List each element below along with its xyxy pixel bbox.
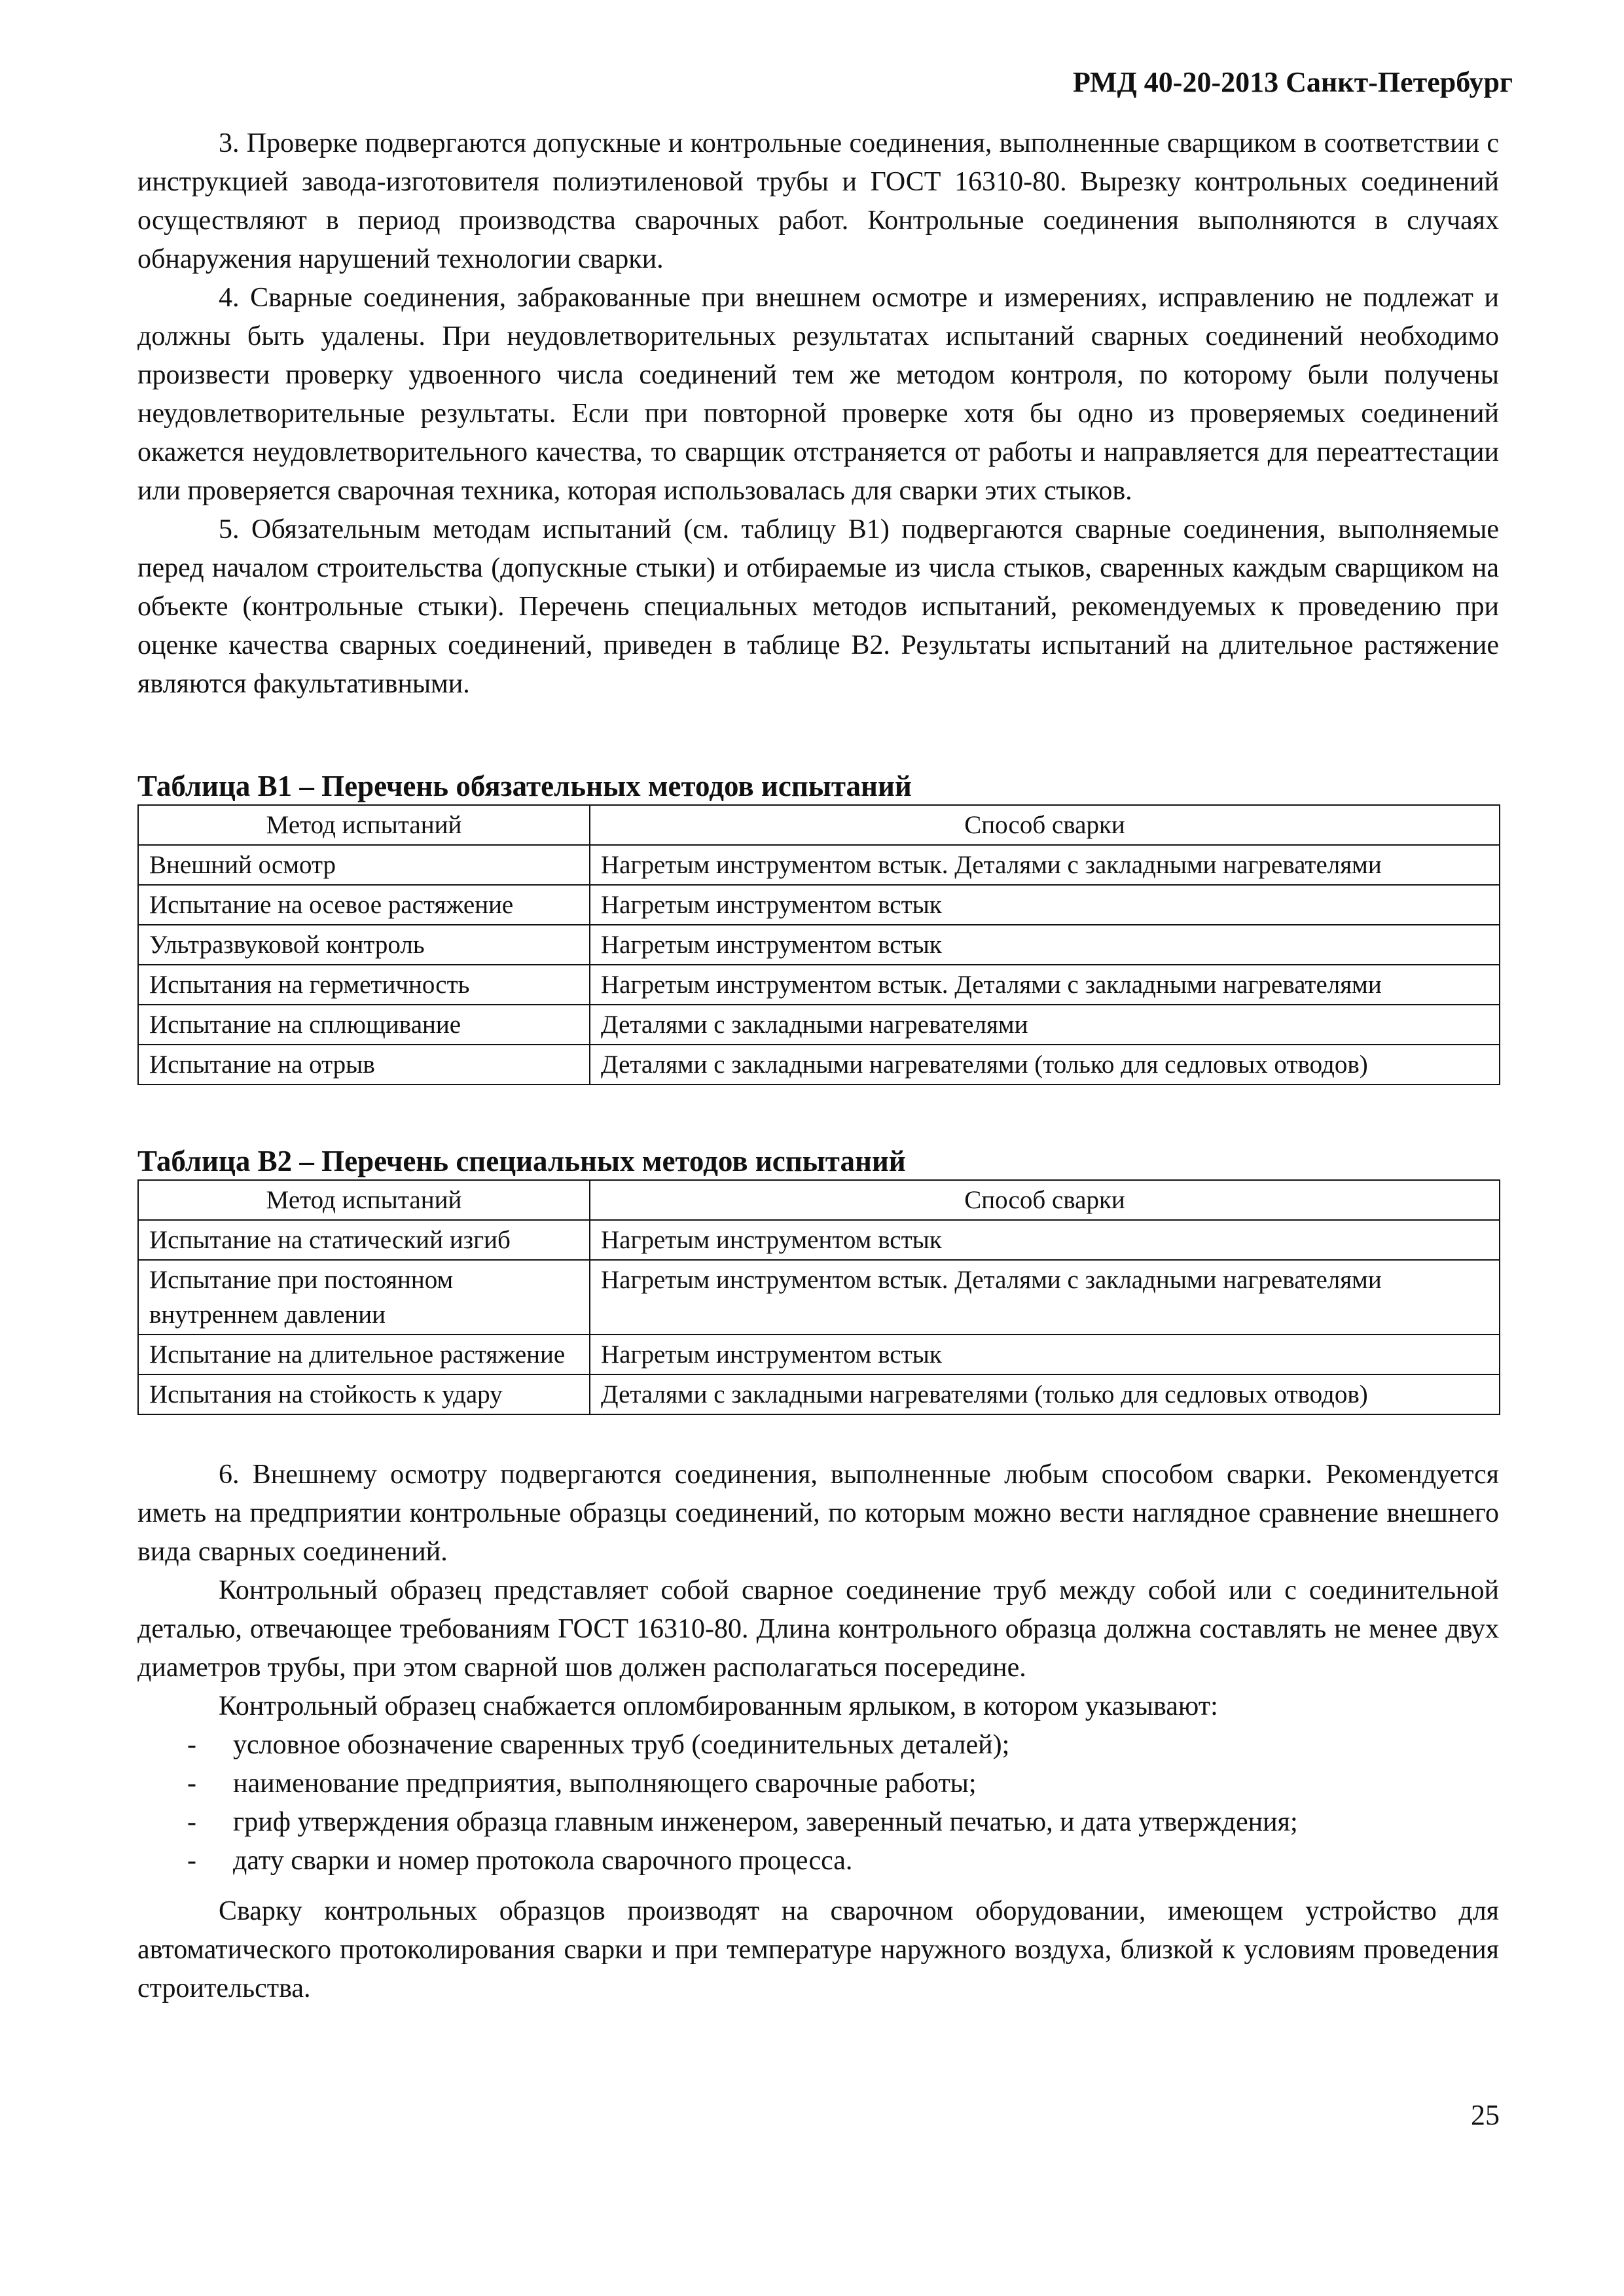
paragraph-3: 3. Проверке подвергаются допускные и контрольные соединения, выполненные сварщиком в соответствии с инструкцией завода-изготовителя полиэтиленовой трубы и ГОСТ 16310-80. Вырезку контрольных соединений осуществляют в период производства сварочных работ. Контрольные соединения выполняются в случаях обнаружения нарушений технологии сварки. [137,128,1499,274]
table-row [138,925,1500,965]
table-cell-welding: Нагретым инструментом встык. Деталями с закладными нагревателями [590,965,1500,1005]
table-cell-method: Испытание на длительное растяжение [138,1335,590,1374]
column-header-welding: Способ сварки [590,805,1500,845]
table-row [138,845,1500,885]
column-header-method: Метод испытаний [138,805,590,845]
table-cell-welding: Деталями с закладными нагревателями (только для седловых отводов) [590,1045,1500,1085]
table-b1 [137,804,1500,1085]
list-item-text: наименование предприятия, выполняющего сварочные работы; [233,1768,977,1799]
column-header-method: Метод испытаний [138,1180,590,1220]
label-contents-list [137,1726,1499,1880]
table-cell-welding: Нагретым инструментом встык. Деталями с закладными нагревателями [590,845,1500,885]
list-item [137,1765,1499,1803]
table-cell-welding: Деталями с закладными нагревателями (только для седловых отводов) [590,1374,1500,1414]
table-row [138,1335,1500,1374]
column-header-welding: Способ сварки [590,1180,1500,1220]
paragraph-4: 4. Сварные соединения, забракованные при внешнем осмотре и измерениях, исправлению не подлежат и должны быть удалены. При неудовлетворительных результатах испытаний сварных соединений необходимо произвести проверку удвоенного числа соединений тем же методом контроля, по которому были получены неудовлетворительные результаты. Если при повторной проверке хотя бы одно из проверяемых соединений окажется неудовлетворительного качества, то сварщик отстраняется от работы и направляется для переаттестации или проверяется сварочная техника, которая использовалась для сварки этих стыков. [137,283,1499,506]
table-cell-method: Испытание на отрыв [138,1045,590,1085]
paragraph-final: Сварку контрольных образцов производят на сварочном оборудовании, имеющем устройство для автоматического протоколирования сварки и при температуре наружного воздуха, близкой к условиям проведения строительства. [137,1896,1499,2003]
table-row [138,965,1500,1005]
list-item [137,1726,1499,1765]
list-marker: - [187,1807,196,1837]
table-cell-welding: Нагретым инструментом встык [590,1335,1500,1374]
table-cell-method: Испытание на осевое растяжение [138,885,590,925]
table-row [138,1045,1500,1085]
list-item [137,1803,1499,1842]
page-number: 25 [1471,2099,1500,2131]
list-marker: - [187,1768,196,1799]
table-row [138,1220,1500,1260]
paragraph-control-sample: Контрольный образец представляет собой сварное соединение труб между собой или с соединительной деталью, отвечающее требованиям ГОСТ 16310-80. Длина контрольного образца должна составлять не менее двух диаметров трубы, при этом сварной шов должен располагаться посередине. [137,1575,1499,1683]
list-item-text: условное обозначение сваренных труб (соединительных деталей); [233,1730,1010,1760]
table-cell-method: Внешний осмотр [138,845,590,885]
list-item-text: гриф утверждения образца главным инженером, заверенный печатью, и дата утверждения; [233,1807,1298,1837]
paragraph-6: 6. Внешнему осмотру подвергаются соединения, выполненные любым способом сварки. Рекомендуется иметь на предприятии контрольные образцы соединений, по которым можно вести наглядное сравнение внешнего вида сварных соединений. [137,1460,1499,1567]
table-row [138,1260,1500,1335]
table-row [138,1374,1500,1414]
paragraph-5: 5. Обязательным методам испытаний (см. таблицу В1) подвергаются сварные соединения, выполняемые перед началом строительства (допускные стыки) и отбираемые из числа стыков, сваренных каждым сварщиком на объекте (контрольные стыки). Перечень специальных методов испытаний, рекомендуемых к проведению при оценке качества сварных соединений, приведен в таблице В2. Результаты испытаний на длительное растяжение являются факультативными. [137,514,1499,699]
table-cell-method: Испытания на стойкость к удару [138,1374,590,1414]
table-cell-welding: Деталями с закладными нагревателями [590,1005,1500,1045]
table-header-row [138,805,1500,845]
table-cell-welding: Нагретым инструментом встык [590,925,1500,965]
table-b2-title: Таблица В2 – Перечень специальных методов испытаний [137,1145,906,1177]
list-marker: - [187,1730,196,1760]
running-header: РМД 40-20-2013 Санкт-Петербург [1072,66,1513,98]
list-marker: - [187,1846,196,1876]
table-row [138,885,1500,925]
table-cell-welding: Нагретым инструментом встык. Деталями с закладными нагревателями [590,1260,1500,1335]
table-b1-title: Таблица В1 – Перечень обязательных методов испытаний [137,770,912,802]
table-cell-method: Испытание на статический изгиб [138,1220,590,1260]
table-b2 [137,1179,1500,1415]
table-cell-method: Испытание на сплющивание [138,1005,590,1045]
list-item [137,1842,1499,1880]
table-cell-welding: Нагретым инструментом встык [590,1220,1500,1260]
table-header-row [138,1180,1500,1220]
table-cell-method: Испытания на герметичность [138,965,590,1005]
table-cell-method: Испытание при постоянном внутреннем давлении [138,1260,590,1335]
list-item-text: дату сварки и номер протокола сварочного процесса. [233,1846,853,1876]
table-cell-method: Ультразвуковой контроль [138,925,590,965]
table-cell-welding: Нагретым инструментом встык [590,885,1500,925]
page-content [137,124,1499,2008]
paragraph-label-intro: Контрольный образец снабжается опломбированным ярлыком, в котором указывают: [219,1691,1218,1721]
table-row [138,1005,1500,1045]
